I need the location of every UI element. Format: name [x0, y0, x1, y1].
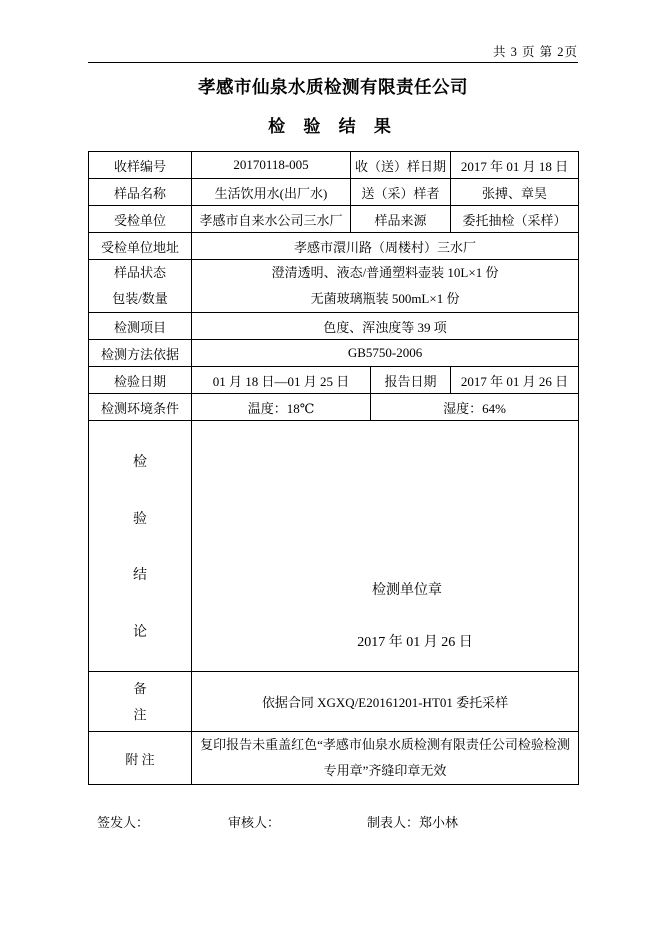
test-items-label: 检测项目	[89, 313, 192, 340]
row-test-items	[89, 313, 579, 340]
environment-label: 检测环境条件	[89, 394, 192, 421]
report-table	[88, 151, 579, 785]
sampler-value: 张搏、章昊	[451, 179, 579, 206]
row-sample-no	[89, 152, 579, 179]
receive-date-label: 收（送）样日期	[351, 152, 451, 179]
seal-label: 检测单位章	[372, 583, 442, 598]
row-inspected-unit	[89, 206, 579, 233]
conclusion-char-1: 检	[133, 455, 147, 470]
sample-state-value-line1: 澄清透明、液态/普通塑料壶装 10L×1 份	[271, 265, 499, 280]
inspected-unit-value: 孝感市自来水公司三水厂	[192, 206, 351, 233]
unit-address-label: 受检单位地址	[89, 233, 192, 260]
sample-source-value: 委托抽检（采样）	[451, 206, 579, 233]
report-date-value: 2017 年 01 月 26 日	[451, 367, 579, 394]
note-value: 复印报告未重盖红色“孝感市仙泉水质检测有限责任公司检验检测专用章”齐缝印章无效	[192, 732, 579, 785]
conclusion-body	[192, 421, 579, 672]
environment-humidity: 湿度：64%	[371, 394, 579, 421]
report-content	[88, 0, 578, 830]
issuer-label: 签发人：	[97, 815, 150, 830]
sample-state-label-line2: 包装/数量	[112, 291, 168, 306]
reviewer-label: 审核人：	[228, 815, 281, 830]
signature-row	[88, 812, 578, 832]
sample-name-value: 生活饮用水(出厂水)	[192, 179, 351, 206]
remark-label	[89, 672, 192, 732]
row-unit-address	[89, 233, 579, 260]
page-indicator: 共 3 页 第 2页	[492, 45, 578, 59]
document-title: 检 验 结 果	[268, 117, 398, 136]
test-items-value: 色度、浑浊度等 39 项	[192, 313, 579, 340]
report-date-label: 报告日期	[371, 367, 451, 394]
sample-no-label: 收样编号	[89, 152, 192, 179]
sample-no-value: 20170118-005	[192, 152, 351, 179]
row-sample-state	[89, 260, 579, 313]
note-label: 附 注	[89, 732, 192, 785]
sample-name-label: 样品名称	[89, 179, 192, 206]
remark-value: 依据合同 XGXQ/E20161201-HT01 委托采样	[192, 672, 579, 732]
remark-label-line1: 备	[133, 680, 147, 696]
remark-label-line2: 注	[133, 706, 147, 722]
preparer-label: 制表人：郑小林	[367, 815, 459, 830]
conclusion-char-3: 结	[133, 568, 147, 584]
sample-state-value	[192, 260, 579, 313]
unit-address-value: 孝感市澴川路（周楼村）三水厂	[192, 233, 579, 260]
conclusion-date: 2017 年 01 月 26 日	[357, 635, 473, 650]
row-environment	[89, 394, 579, 421]
company-title: 孝感市仙泉水质检测有限责任公司	[198, 77, 468, 97]
row-remark	[89, 672, 579, 732]
conclusion-char-2: 验	[133, 511, 147, 527]
inspected-unit-label: 受检单位	[89, 206, 192, 233]
method-basis-label: 检测方法依据	[89, 340, 192, 367]
row-conclusion	[89, 421, 579, 672]
row-sample-name	[89, 179, 579, 206]
row-method-basis	[89, 340, 579, 367]
sample-state-label	[89, 260, 192, 313]
environment-temperature: 温度：18℃	[192, 394, 371, 421]
conclusion-char-4: 论	[133, 624, 147, 640]
seal-placeholder	[195, 441, 575, 599]
row-note	[89, 732, 579, 785]
conclusion-label	[89, 421, 192, 672]
receive-date-value: 2017 年 01 月 18 日	[451, 152, 579, 179]
test-date-value: 01 月 18 日—01 月 25 日	[192, 367, 371, 394]
test-date-label: 检验日期	[89, 367, 192, 394]
header-divider	[88, 62, 578, 63]
sample-state-label-line1: 样品状态	[113, 265, 166, 280]
sample-source-label: 样品来源	[351, 206, 451, 233]
method-basis-value: GB5750-2006	[192, 340, 579, 367]
conclusion-date-line	[195, 631, 575, 651]
conclusion-label-chars	[92, 421, 188, 671]
sampler-label: 送（采）样者	[351, 179, 451, 206]
row-test-date	[89, 367, 579, 394]
sample-state-value-line2: 无菌玻璃瓶装 500mL×1 份	[310, 291, 460, 306]
